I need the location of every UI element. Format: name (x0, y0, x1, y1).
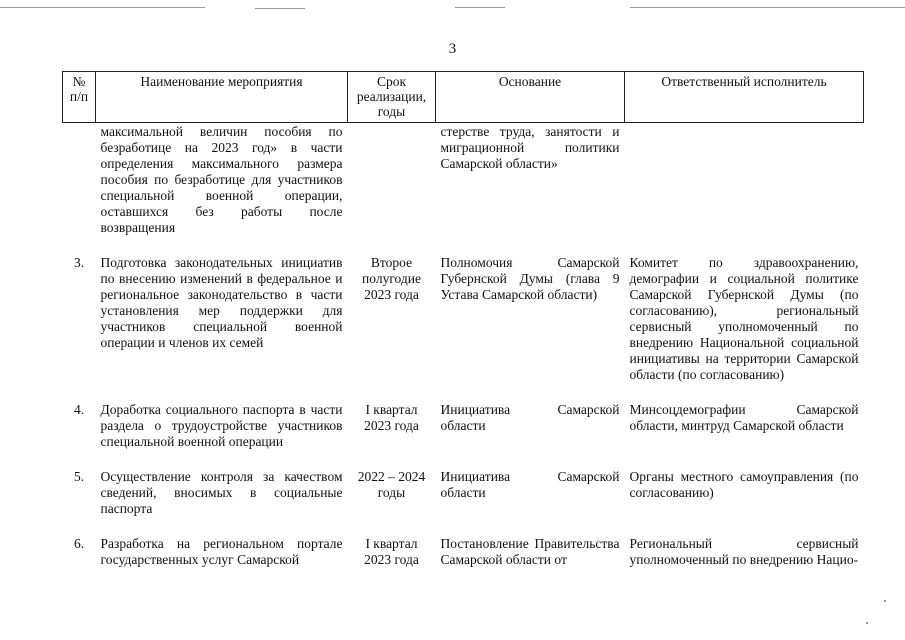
cell-name: Разработка на региональном портале государственных услуг Самарской (100, 536, 343, 567)
cell-name: Осуществление контроля за качеством сведений, вносимых в социальные паспорта (100, 469, 343, 516)
cell-term: Второе полугодие 2023 года (362, 255, 421, 302)
cell-num: 4. (73, 402, 85, 417)
table-row (63, 469, 864, 536)
scan-artifact-line (255, 8, 305, 9)
header-basis: Основание (436, 72, 625, 123)
cell-name: максимальной величин пособия по безработице на 2023 год» в части определения максимального размера пособия по безработице для участников специальной военной операции, оставшихся без работы после возвращения (100, 124, 343, 235)
cell-num: 6. (73, 536, 85, 551)
cell-term: I квартал 2023 года (364, 536, 419, 567)
cell-term: 2022 – 2024 годы (357, 469, 426, 500)
cell-responsible (625, 123, 864, 256)
cell-term (348, 123, 436, 256)
scan-artifact-line (630, 7, 905, 8)
cell-responsible: Региональный сервисный уполномоченный по внедрению Нацио- (629, 536, 859, 567)
cell-name: Подготовка законодательных инициатив по внесению изменений в федеральное и региональное законодательство в части установления мер поддержки для участников специальной военной операции и членов их семей (100, 255, 343, 350)
measures-table (62, 71, 864, 568)
cell-basis: Полномочия Самарской Губернской Думы (глава 9 Устава Самарской области) (440, 255, 620, 302)
cell-basis: Инициатива Самарской области (440, 402, 620, 433)
cell-responsible: Минсоцдемографии Самарской области, минтруд Самарской области (629, 402, 859, 433)
scan-artifact-dot (866, 622, 868, 624)
page-number: 3 (448, 41, 457, 57)
cell-num: 3. (73, 255, 85, 270)
header-term: Срок реализации, годы (348, 72, 436, 123)
cell-basis: Инициатива Самарской области (440, 469, 620, 500)
header-responsible: Ответственный исполнитель (625, 72, 864, 123)
table-row (63, 255, 864, 402)
cell-basis: стерстве труда, занятости и миграционной политики Самарской области» (440, 124, 620, 171)
table-row (63, 402, 864, 469)
table-row-continuation (63, 123, 864, 256)
cell-basis: Постановление Правительства Самарской области от (440, 536, 620, 567)
cell-num: 5. (73, 469, 85, 484)
scan-artifact-line (0, 7, 205, 8)
scan-artifact-dot (884, 600, 886, 602)
header-name: Наименование мероприятия (96, 72, 348, 123)
header-num: № п/п (63, 72, 96, 123)
cell-responsible: Органы местного самоуправления (по согласованию) (629, 469, 859, 500)
cell-responsible: Комитет по здравоохранению, демографии и социальной политике Самарской Губернской Думы (по согласованию), региональный сервисный уполномоченный по внедрению Национальной социальной инициативы на территории Самарской области (по согласованию) (629, 255, 859, 382)
table-row (63, 536, 864, 568)
cell-num (63, 123, 96, 256)
cell-term: I квартал 2023 года (364, 402, 419, 433)
table-header-row (63, 72, 864, 123)
cell-name: Доработка социального паспорта в части раздела о трудоустройстве участников специальной военной операции (100, 402, 343, 449)
scan-artifact-line (455, 7, 505, 8)
